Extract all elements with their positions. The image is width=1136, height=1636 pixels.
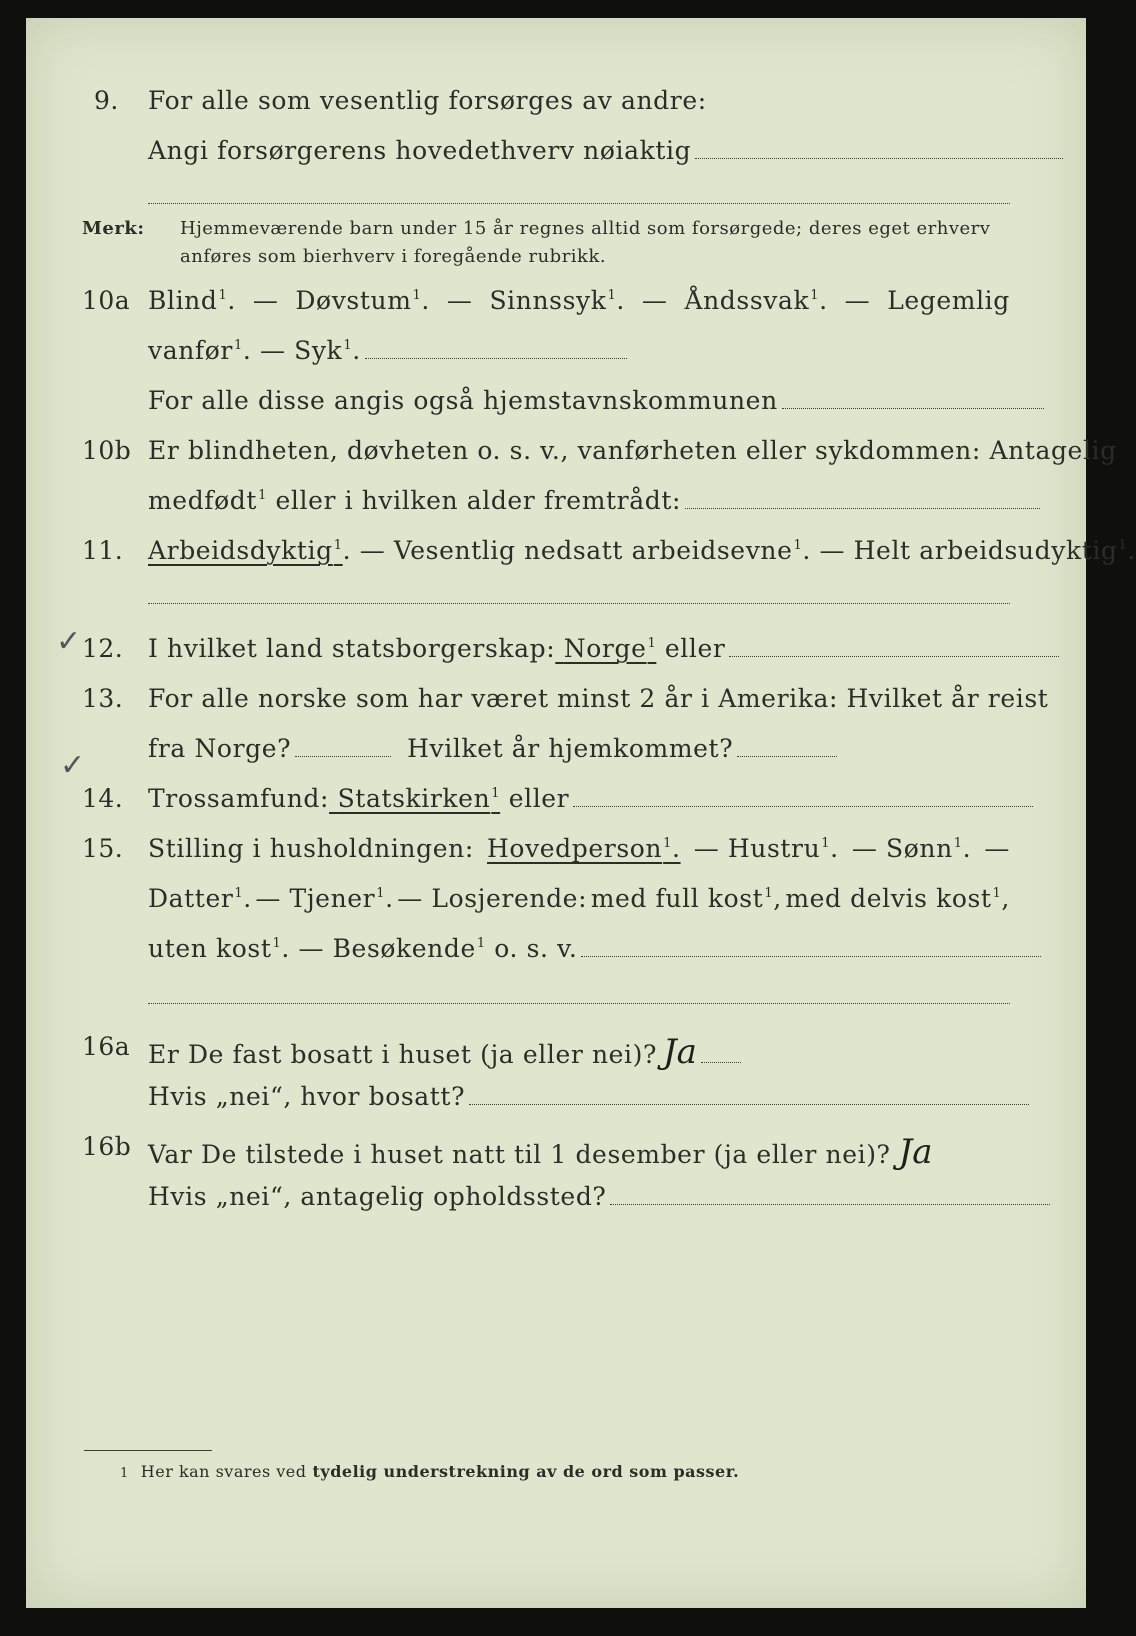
census-form-page	[26, 18, 1136, 1608]
q10b-line2	[148, 486, 1040, 515]
q11-line1	[148, 536, 1136, 565]
q15-hustru: — Hustru$^1$.	[693, 834, 839, 863]
q14-statskirken: Statskirken$^1$	[337, 784, 501, 813]
q10a-number: 10a	[82, 286, 131, 315]
q16a-bosatt-field[interactable]	[469, 1103, 1029, 1105]
q12-field[interactable]	[729, 655, 1059, 657]
q13-reist-label: fra Norge?	[148, 734, 292, 763]
q9-provider-field[interactable]	[695, 157, 1063, 159]
q10b-text: Er blindheten, døvheten o. s. v., vanførheten eller sykdommen: Antagelig	[148, 436, 1117, 465]
q10a-sinnssyk: Sinnssyk$^1$.	[489, 286, 625, 315]
q16a-bosatt-label: Hvis „nei“, hvor bosatt?	[148, 1082, 466, 1111]
q15-besokende: — Besøkende$^1$	[298, 934, 486, 963]
q13-hjemkommet-field[interactable]	[737, 755, 837, 757]
q11-nedsatt: . — Vesentlig nedsatt arbeidsevne$^1$	[342, 536, 803, 565]
q16a-answer-handwritten: Ja	[663, 1032, 697, 1072]
q10a-dash-1: —	[252, 286, 279, 315]
q15-line2	[148, 884, 1010, 913]
q15-losjerende: — Losjerende:	[397, 884, 588, 913]
q10a-andssvak: Åndssvak$^1$.	[684, 286, 828, 315]
q10b-alder-field[interactable]	[685, 507, 1040, 509]
q12-line	[148, 634, 1059, 663]
check-mark-14: ✓	[60, 748, 86, 783]
q16b-text: Var De tilstede i huset natt til 1 desember (ja eller nei)?	[148, 1140, 891, 1169]
q10b-medfodt: medfødt$^1$	[148, 486, 267, 515]
q15-tjener: — Tjener$^1$.	[255, 884, 394, 913]
q10a-line1	[148, 286, 1010, 315]
q12-number: 12.	[82, 634, 124, 663]
q14-text: Trossamfund:	[148, 784, 330, 813]
q16a-text: Er De fast bosatt i huset (ja eller nei)?	[148, 1040, 657, 1069]
q15-line3	[148, 934, 1041, 963]
q9-line2	[148, 136, 1063, 165]
q10a-dovstum: Døvstum$^1$.	[295, 286, 430, 315]
q11-answer-line[interactable]	[148, 603, 1010, 604]
q15-hovedperson: Hovedperson$^1$.	[487, 834, 681, 863]
q15-dash-end: —	[984, 834, 1010, 863]
q10a-legemlig: Legemlig	[887, 286, 1010, 315]
q15-stilling: Stilling i husholdningen:	[148, 834, 474, 863]
merk-note-line2	[180, 246, 606, 267]
q9-answer-line[interactable]	[148, 203, 1010, 204]
merk-label: Merk:	[82, 218, 145, 239]
q15-full-kost: med full kost$^1$,	[590, 884, 782, 913]
q16b-opholdssted-field[interactable]	[610, 1203, 1050, 1205]
q11-udyktig: . — Helt arbeidsudyktig$^1$.	[802, 536, 1136, 565]
q13-reist-field[interactable]	[295, 755, 391, 757]
q15-line1	[148, 834, 1010, 863]
q15-sonn: — Sønn$^1$.	[851, 834, 972, 863]
q10a-hjemstavn-label: For alle disse angis også hjemstavnskommunen	[148, 386, 778, 415]
q14-number: 14.	[82, 784, 124, 813]
q10a-dash-4: —	[844, 286, 871, 315]
q16a-number: 16a	[82, 1032, 131, 1061]
q15-number: 15.	[82, 834, 124, 863]
merk-note	[82, 218, 990, 239]
q11-arbeidsdyktig: Arbeidsdyktig$^1$	[148, 536, 343, 565]
q10a-dash-3: —	[641, 286, 668, 315]
q10a-line2	[148, 336, 627, 365]
q10a-line3	[148, 386, 1044, 415]
q14-eller: eller	[508, 784, 570, 813]
q10a-blind: Blind$^1$.	[148, 286, 236, 315]
q9-number: 9.	[94, 86, 119, 115]
q13-line1	[148, 684, 1048, 713]
q9-text: For alle som vesentlig forsørges av andre:	[148, 86, 707, 115]
q10b-line1	[148, 436, 1117, 465]
q13-hjemkommet-label: Hvilket år hjemkommet?	[407, 734, 734, 763]
q9-line1	[148, 86, 707, 115]
q12-eller: eller	[664, 634, 726, 663]
check-mark-12: ✓	[56, 624, 82, 659]
q10b-alder: eller i hvilken alder fremtrådt:	[275, 486, 681, 515]
q16b-answer-handwritten: Ja	[898, 1132, 933, 1172]
q15-field[interactable]	[581, 955, 1041, 957]
q13-line2	[148, 734, 837, 763]
q10a-syk-field[interactable]	[365, 357, 627, 359]
q13-text: For alle norske som har været minst 2 år i Amerika: Hvilket år reist	[148, 684, 1049, 713]
q15-delvis-kost: med delvis kost$^1$,	[785, 884, 1010, 913]
q16b-line2	[148, 1182, 1050, 1211]
footnote	[120, 1462, 739, 1481]
q12-norge: Norge$^1$	[563, 634, 657, 663]
merk-line1: Hjemmeværende barn under 15 år regnes alltid som forsørgede; deres eget erhverv	[180, 218, 991, 239]
q10a-syk: — Syk$^1$.	[259, 336, 361, 365]
q13-number: 13.	[82, 684, 124, 713]
q15-uten-kost: uten kost$^1$.	[148, 934, 290, 963]
q15-datter: Datter$^1$.	[148, 884, 252, 913]
q15-answer-line[interactable]	[148, 1003, 1010, 1004]
q16a-field[interactable]	[701, 1061, 741, 1063]
q16a-line2	[148, 1082, 1029, 1111]
q10a-dash-2: —	[446, 286, 473, 315]
q9-provider-label: Angi forsørgerens hovedethverv nøiaktig	[148, 136, 692, 165]
footnote-divider	[84, 1450, 212, 1451]
footnote-text-b: tydelig understrekning av de ord som passer.	[312, 1462, 740, 1481]
q10a-hjemstavn-field[interactable]	[782, 407, 1044, 409]
q14-field[interactable]	[573, 805, 1033, 807]
q16a-line1	[148, 1032, 741, 1072]
q10a-vanfor: vanfør$^1$.	[148, 336, 252, 365]
q16b-opholdssted-label: Hvis „nei“, antagelig opholdssted?	[148, 1182, 607, 1211]
merk-line2: anføres som bierhverv i foregående rubrikk.	[180, 246, 607, 267]
q16b-number: 16b	[82, 1132, 132, 1161]
footnote-mark: 1	[120, 1466, 129, 1481]
q15-osv: o. s. v.	[494, 934, 578, 963]
footnote-text-a: Her kan svares ved	[140, 1462, 307, 1481]
q11-number: 11.	[82, 536, 124, 565]
q14-line	[148, 784, 1033, 813]
q16b-line1	[148, 1132, 932, 1172]
q12-text: I hvilket land statsborgerskap:	[148, 634, 556, 663]
q10b-number: 10b	[82, 436, 132, 465]
